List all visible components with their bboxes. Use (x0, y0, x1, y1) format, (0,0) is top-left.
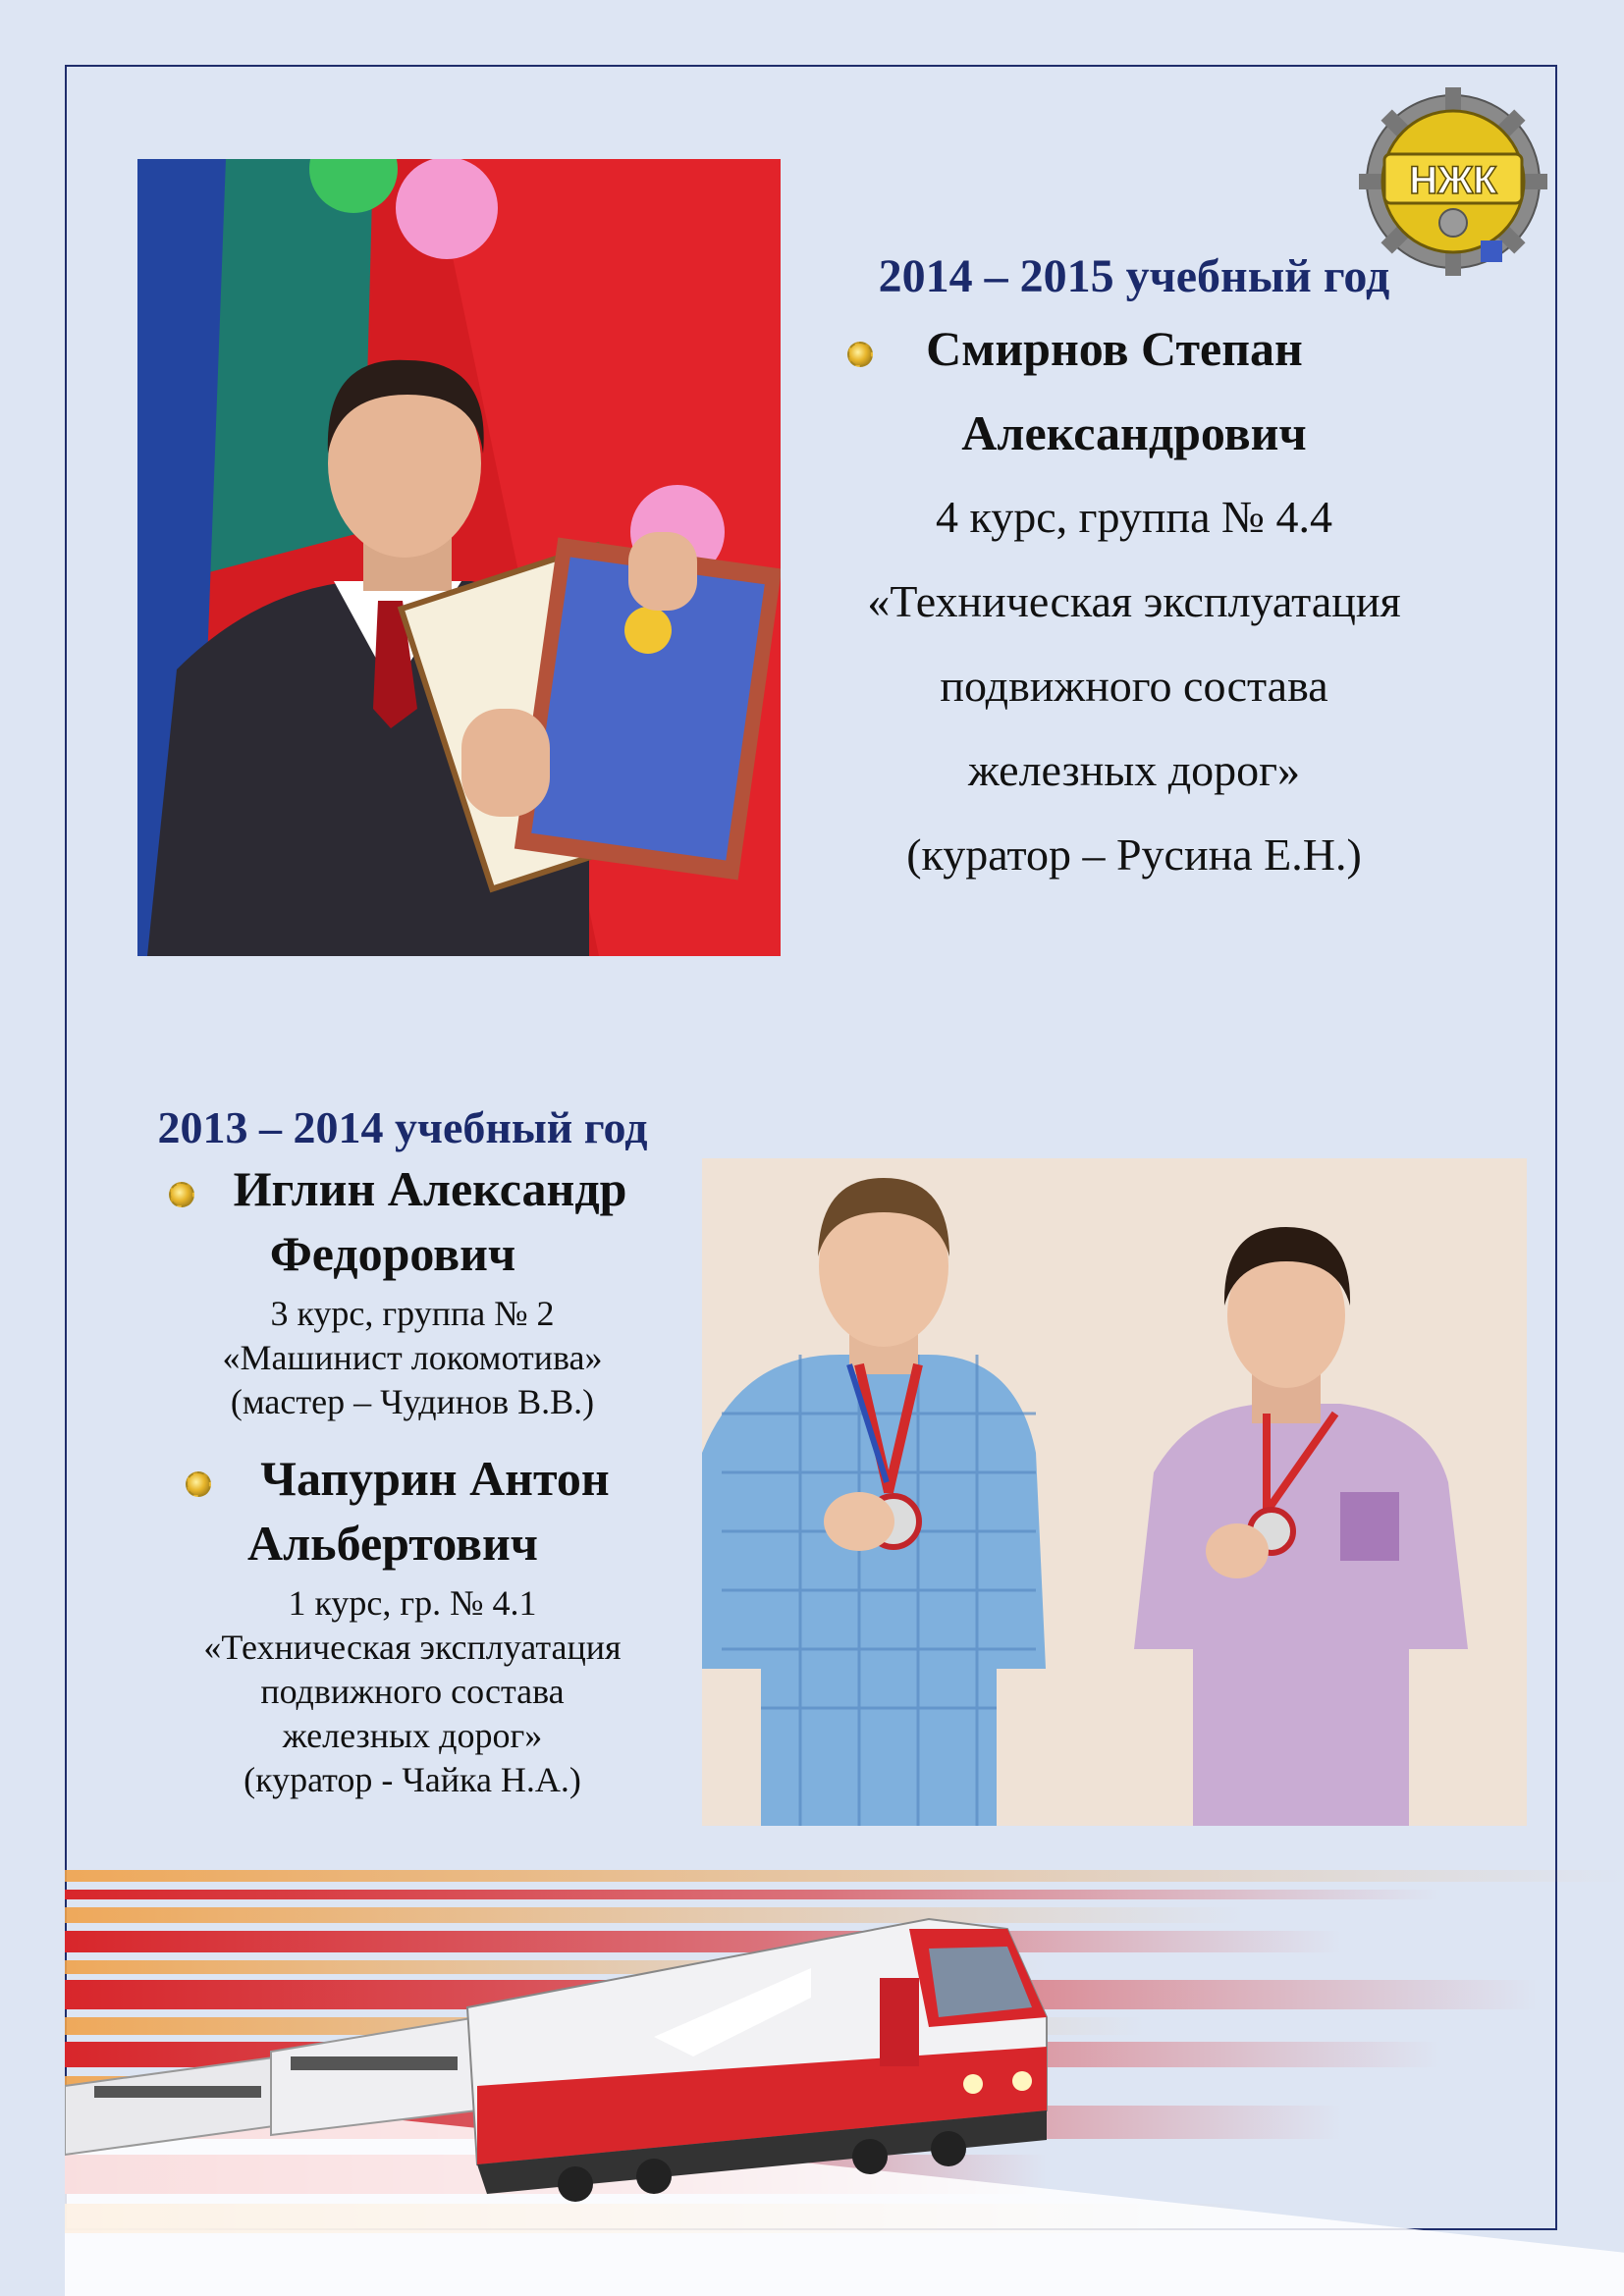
specialty-line3: железных дорог» (968, 745, 1300, 795)
section-2014-2015 (820, 247, 1448, 897)
logo-text: НЖК (1409, 159, 1497, 202)
specialty-line2: подвижного состава (260, 1672, 565, 1711)
name-line1: Чапурин Антон (260, 1451, 610, 1506)
section-2013-2014 (118, 1099, 707, 1802)
student-name-smirnov (820, 306, 1448, 391)
student-name-chapurin (118, 1446, 707, 1511)
curator-info: (мастер – Чудинов В.В.) (230, 1382, 595, 1421)
curator-info: (куратор - Чайка Н.А.) (244, 1760, 581, 1799)
name-line2: Альбертович (247, 1516, 538, 1571)
specialty-info: «Машинист локомотива» (222, 1338, 603, 1377)
course-info: 3 курс, группа № 2 (270, 1294, 555, 1333)
specialty-line1: «Техническая эксплуатация (867, 576, 1401, 626)
bullet-medal-icon (169, 1182, 194, 1207)
name-line2: Александрович (961, 405, 1307, 460)
name-line1: Смирнов Степан (926, 321, 1303, 376)
name-line1: Иглин Александр (233, 1161, 627, 1216)
photo-smirnov (137, 159, 781, 956)
bullet-medal-icon (186, 1471, 211, 1497)
photo-iglin-chapurin (702, 1158, 1527, 1826)
course-info: 4 курс, группа № 4.4 (936, 492, 1332, 542)
specialty-line2: подвижного состава (940, 661, 1328, 711)
name-line2: Федорович (269, 1226, 516, 1281)
specialty-line1: «Техническая эксплуатация (203, 1628, 622, 1667)
train-banner-image (65, 1870, 1624, 2296)
course-info: 1 курс, гр. № 4.1 (288, 1583, 537, 1623)
bullet-medal-icon (847, 342, 873, 367)
specialty-line3: железных дорог» (282, 1716, 543, 1755)
student-name-iglin (118, 1156, 707, 1221)
year-heading-2015: 2014 – 2015 учебный год (878, 250, 1390, 302)
curator-info: (куратор – Русина Е.Н.) (906, 829, 1362, 880)
year-heading-2014: 2013 – 2014 учебный год (157, 1102, 648, 1152)
